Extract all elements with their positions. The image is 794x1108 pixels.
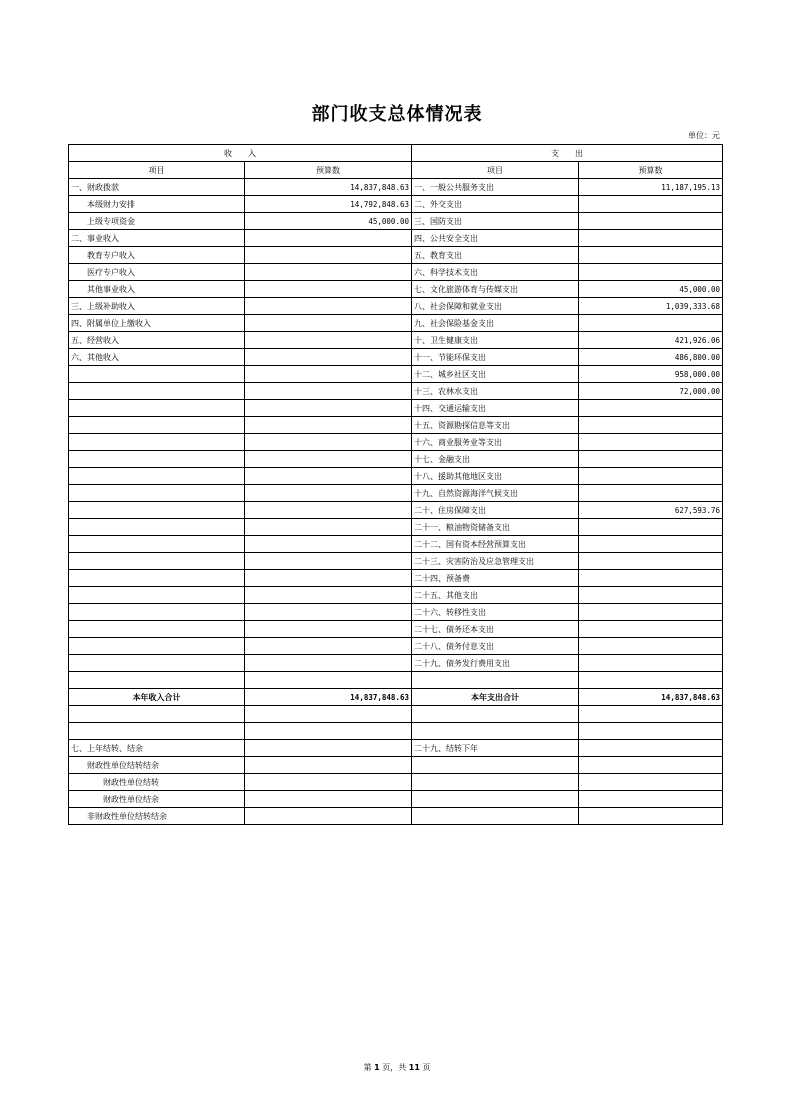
income-budget-cell xyxy=(245,451,412,468)
empty-row xyxy=(69,723,723,740)
table-row xyxy=(69,230,723,247)
carryover-item-cell: 财政性单位结转 xyxy=(69,774,245,791)
expense-budget-cell xyxy=(579,247,723,264)
table-row xyxy=(69,298,723,315)
expense-budget-cell xyxy=(579,519,723,536)
table-row xyxy=(69,587,723,604)
income-budget-header: 预算数 xyxy=(245,162,412,179)
income-budget-cell xyxy=(245,281,412,298)
empty-cell xyxy=(579,706,723,723)
expense-item-cell: 十七、金融支出 xyxy=(412,451,579,468)
income-item-cell xyxy=(69,519,245,536)
table-row xyxy=(69,638,723,655)
expense-item-cell: 二十四、预备费 xyxy=(412,570,579,587)
expense-item-cell: 十四、交通运输支出 xyxy=(412,400,579,417)
expense-budget-cell xyxy=(579,638,723,655)
income-budget-cell xyxy=(245,621,412,638)
expense-budget-cell: 627,593.76 xyxy=(579,502,723,519)
carryover-item-cell: 非财政性单位结转结余 xyxy=(69,808,245,825)
table-row xyxy=(69,179,723,196)
carryover-expense-budget-cell xyxy=(579,774,723,791)
empty-cell xyxy=(245,723,412,740)
income-item-cell xyxy=(69,570,245,587)
expense-item-cell: 十三、农林水支出 xyxy=(412,383,579,400)
expense-budget-cell: 45,000.00 xyxy=(579,281,723,298)
income-item-cell: 一、财政拨款 xyxy=(69,179,245,196)
carryover-row xyxy=(69,774,723,791)
expense-item-cell: 二十五、其他支出 xyxy=(412,587,579,604)
income-budget-cell xyxy=(245,655,412,672)
table-row xyxy=(69,366,723,383)
expense-item-cell: 二十二、国有资本经营预算支出 xyxy=(412,536,579,553)
income-budget-cell xyxy=(245,400,412,417)
income-budget-cell xyxy=(245,587,412,604)
carryover-budget-cell xyxy=(245,740,412,757)
totals-row xyxy=(69,689,723,706)
carryover-expense-item-cell xyxy=(412,757,579,774)
income-budget-cell xyxy=(245,417,412,434)
table-row xyxy=(69,247,723,264)
expense-total-value: 14,837,848.63 xyxy=(579,689,723,706)
income-budget-cell xyxy=(245,536,412,553)
income-item-cell: 四、附属单位上缴收入 xyxy=(69,315,245,332)
income-item-cell xyxy=(69,417,245,434)
table-row xyxy=(69,332,723,349)
income-budget-cell xyxy=(245,604,412,621)
expense-item-cell: 二十九、债务发行费用支出 xyxy=(412,655,579,672)
carryover-row xyxy=(69,757,723,774)
income-budget-cell xyxy=(245,672,412,689)
carryover-expense-budget-cell xyxy=(579,808,723,825)
expense-item-cell xyxy=(412,672,579,689)
expense-item-cell: 十、卫生健康支出 xyxy=(412,332,579,349)
expense-budget-cell xyxy=(579,451,723,468)
carryover-row xyxy=(69,808,723,825)
carryover-expense-budget-cell xyxy=(579,740,723,757)
expense-item-cell: 十一、节能环保支出 xyxy=(412,349,579,366)
income-item-cell xyxy=(69,621,245,638)
income-item-cell xyxy=(69,672,245,689)
carryover-row xyxy=(69,791,723,808)
expense-item-cell: 三、国防支出 xyxy=(412,213,579,230)
income-item-cell: 其他事业收入 xyxy=(69,281,245,298)
expense-budget-cell xyxy=(579,213,723,230)
income-item-cell xyxy=(69,383,245,400)
income-item-cell: 二、事业收入 xyxy=(69,230,245,247)
expense-item-cell: 十八、援助其他地区支出 xyxy=(412,468,579,485)
table-row xyxy=(69,264,723,281)
expense-total-label: 本年支出合计 xyxy=(412,689,579,706)
expense-budget-cell: 11,187,195.13 xyxy=(579,179,723,196)
expense-budget-header: 预算数 xyxy=(579,162,723,179)
expense-budget-cell xyxy=(579,604,723,621)
expense-budget-cell xyxy=(579,553,723,570)
expense-budget-cell: 1,039,333.68 xyxy=(579,298,723,315)
income-item-cell xyxy=(69,553,245,570)
expense-budget-cell: 958,000.00 xyxy=(579,366,723,383)
carryover-budget-cell xyxy=(245,757,412,774)
carryover-item-cell: 财政性单位结转结余 xyxy=(69,757,245,774)
footer-prefix: 第 xyxy=(363,1063,372,1072)
expense-budget-cell: 486,800.00 xyxy=(579,349,723,366)
table-row xyxy=(69,400,723,417)
table-row xyxy=(69,196,723,213)
expense-item-cell: 十六、商业服务业等支出 xyxy=(412,434,579,451)
table-row xyxy=(69,281,723,298)
income-budget-cell xyxy=(245,349,412,366)
expense-budget-cell xyxy=(579,400,723,417)
table-row xyxy=(69,468,723,485)
income-header: 收 入 xyxy=(69,145,412,162)
table-row xyxy=(69,315,723,332)
empty-cell xyxy=(412,706,579,723)
income-item-cell xyxy=(69,400,245,417)
income-item-header: 项目 xyxy=(69,162,245,179)
income-budget-cell xyxy=(245,298,412,315)
expense-budget-cell xyxy=(579,672,723,689)
carryover-expense-item-cell xyxy=(412,808,579,825)
expense-budget-cell xyxy=(579,434,723,451)
income-item-cell: 教育专户收入 xyxy=(69,247,245,264)
footer-page-number: 1 xyxy=(374,1063,380,1072)
income-item-cell: 六、其他收入 xyxy=(69,349,245,366)
expense-item-cell: 四、公共安全支出 xyxy=(412,230,579,247)
table-row xyxy=(69,502,723,519)
expense-budget-cell xyxy=(579,587,723,604)
carryover-expense-item-cell xyxy=(412,791,579,808)
expense-budget-cell xyxy=(579,230,723,247)
income-item-cell xyxy=(69,434,245,451)
expense-item-cell: 六、科学技术支出 xyxy=(412,264,579,281)
table-row xyxy=(69,213,723,230)
expense-item-cell: 二十三、灾害防治及应急管理支出 xyxy=(412,553,579,570)
income-budget-cell xyxy=(245,468,412,485)
expense-budget-cell xyxy=(579,655,723,672)
expense-item-cell: 十九、自然资源海洋气候支出 xyxy=(412,485,579,502)
carryover-budget-cell xyxy=(245,774,412,791)
expense-item-cell: 九、社会保险基金支出 xyxy=(412,315,579,332)
table-row xyxy=(69,451,723,468)
income-budget-cell xyxy=(245,247,412,264)
expense-budget-cell xyxy=(579,485,723,502)
income-item-cell xyxy=(69,536,245,553)
income-budget-cell xyxy=(245,553,412,570)
table-row xyxy=(69,417,723,434)
income-total-value: 14,837,848.63 xyxy=(245,689,412,706)
income-budget-cell: 14,792,848.63 xyxy=(245,196,412,213)
income-item-cell: 三、上级补助收入 xyxy=(69,298,245,315)
income-item-cell xyxy=(69,638,245,655)
expense-budget-cell xyxy=(579,570,723,587)
expense-item-cell: 十二、城乡社区支出 xyxy=(412,366,579,383)
income-budget-cell xyxy=(245,315,412,332)
carryover-row xyxy=(69,740,723,757)
expense-budget-cell: 72,000.00 xyxy=(579,383,723,400)
table-row xyxy=(69,655,723,672)
income-budget-cell xyxy=(245,519,412,536)
table-row xyxy=(69,536,723,553)
table-row xyxy=(69,621,723,638)
expense-budget-cell xyxy=(579,621,723,638)
expense-item-cell: 十五、资源勘探信息等支出 xyxy=(412,417,579,434)
expense-budget-cell xyxy=(579,196,723,213)
income-item-cell: 上级专项资金 xyxy=(69,213,245,230)
carryover-expense-item-cell xyxy=(412,774,579,791)
income-budget-cell xyxy=(245,638,412,655)
footer-mid: 页，共 xyxy=(382,1063,407,1072)
page-footer xyxy=(0,1062,794,1073)
empty-cell xyxy=(69,723,245,740)
income-budget-cell xyxy=(245,264,412,281)
expense-item-header: 项目 xyxy=(412,162,579,179)
expense-budget-cell: 421,926.06 xyxy=(579,332,723,349)
empty-cell xyxy=(412,723,579,740)
expense-item-cell: 八、社会保障和就业支出 xyxy=(412,298,579,315)
expense-item-cell: 五、教育支出 xyxy=(412,247,579,264)
footer-suffix: 页 xyxy=(422,1063,431,1072)
table-row xyxy=(69,604,723,621)
expense-budget-cell xyxy=(579,264,723,281)
income-budget-cell xyxy=(245,570,412,587)
page-title: 部门收支总体情况表 xyxy=(311,104,483,125)
income-item-cell xyxy=(69,502,245,519)
expense-item-cell: 二、外交支出 xyxy=(412,196,579,213)
income-item-cell: 本级财力安排 xyxy=(69,196,245,213)
carryover-expense-item-cell: 二十九、结转下年 xyxy=(412,740,579,757)
expense-budget-cell xyxy=(579,468,723,485)
expense-item-cell: 二十、住房保障支出 xyxy=(412,502,579,519)
carryover-budget-cell xyxy=(245,808,412,825)
expense-item-cell: 一、一般公共服务支出 xyxy=(412,179,579,196)
income-item-cell: 五、经营收入 xyxy=(69,332,245,349)
income-budget-cell xyxy=(245,383,412,400)
expense-budget-cell xyxy=(579,417,723,434)
income-item-cell xyxy=(69,451,245,468)
table-row xyxy=(69,570,723,587)
income-budget-cell: 14,837,848.63 xyxy=(245,179,412,196)
table-row xyxy=(69,519,723,536)
expense-budget-cell xyxy=(579,536,723,553)
carryover-item-cell: 七、上年结转、结余 xyxy=(69,740,245,757)
income-budget-cell xyxy=(245,434,412,451)
empty-cell xyxy=(579,723,723,740)
column-header-row xyxy=(69,162,723,179)
income-item-cell xyxy=(69,587,245,604)
expense-item-cell: 二十七、债务还本支出 xyxy=(412,621,579,638)
income-budget-cell xyxy=(245,332,412,349)
income-total-label: 本年收入合计 xyxy=(69,689,245,706)
carryover-expense-budget-cell xyxy=(579,791,723,808)
empty-cell xyxy=(69,706,245,723)
table-row xyxy=(69,672,723,689)
income-budget-cell xyxy=(245,230,412,247)
table-row xyxy=(69,434,723,451)
expense-item-cell: 二十八、债务付息支出 xyxy=(412,638,579,655)
footer-total-pages: 11 xyxy=(408,1063,420,1072)
income-item-cell xyxy=(69,366,245,383)
income-budget-cell: 45,000.00 xyxy=(245,213,412,230)
budget-table xyxy=(68,144,723,825)
income-item-cell xyxy=(69,655,245,672)
expense-item-cell: 二十六、转移性支出 xyxy=(412,604,579,621)
unit-label: 单位：元 xyxy=(688,131,720,140)
empty-row xyxy=(69,706,723,723)
income-item-cell xyxy=(69,485,245,502)
income-item-cell: 医疗专户收入 xyxy=(69,264,245,281)
empty-cell xyxy=(245,706,412,723)
table-row xyxy=(69,349,723,366)
income-budget-cell xyxy=(245,485,412,502)
table-row xyxy=(69,383,723,400)
table-row xyxy=(69,485,723,502)
expense-header: 支 出 xyxy=(412,145,723,162)
carryover-expense-budget-cell xyxy=(579,757,723,774)
carryover-item-cell: 财政性单位结余 xyxy=(69,791,245,808)
expense-item-cell: 七、文化旅游体育与传媒支出 xyxy=(412,281,579,298)
income-item-cell xyxy=(69,604,245,621)
carryover-budget-cell xyxy=(245,791,412,808)
income-item-cell xyxy=(69,468,245,485)
income-budget-cell xyxy=(245,502,412,519)
section-header-row xyxy=(69,145,723,162)
expense-budget-cell xyxy=(579,315,723,332)
income-budget-cell xyxy=(245,366,412,383)
table-row xyxy=(69,553,723,570)
expense-item-cell: 二十一、粮油物资储备支出 xyxy=(412,519,579,536)
